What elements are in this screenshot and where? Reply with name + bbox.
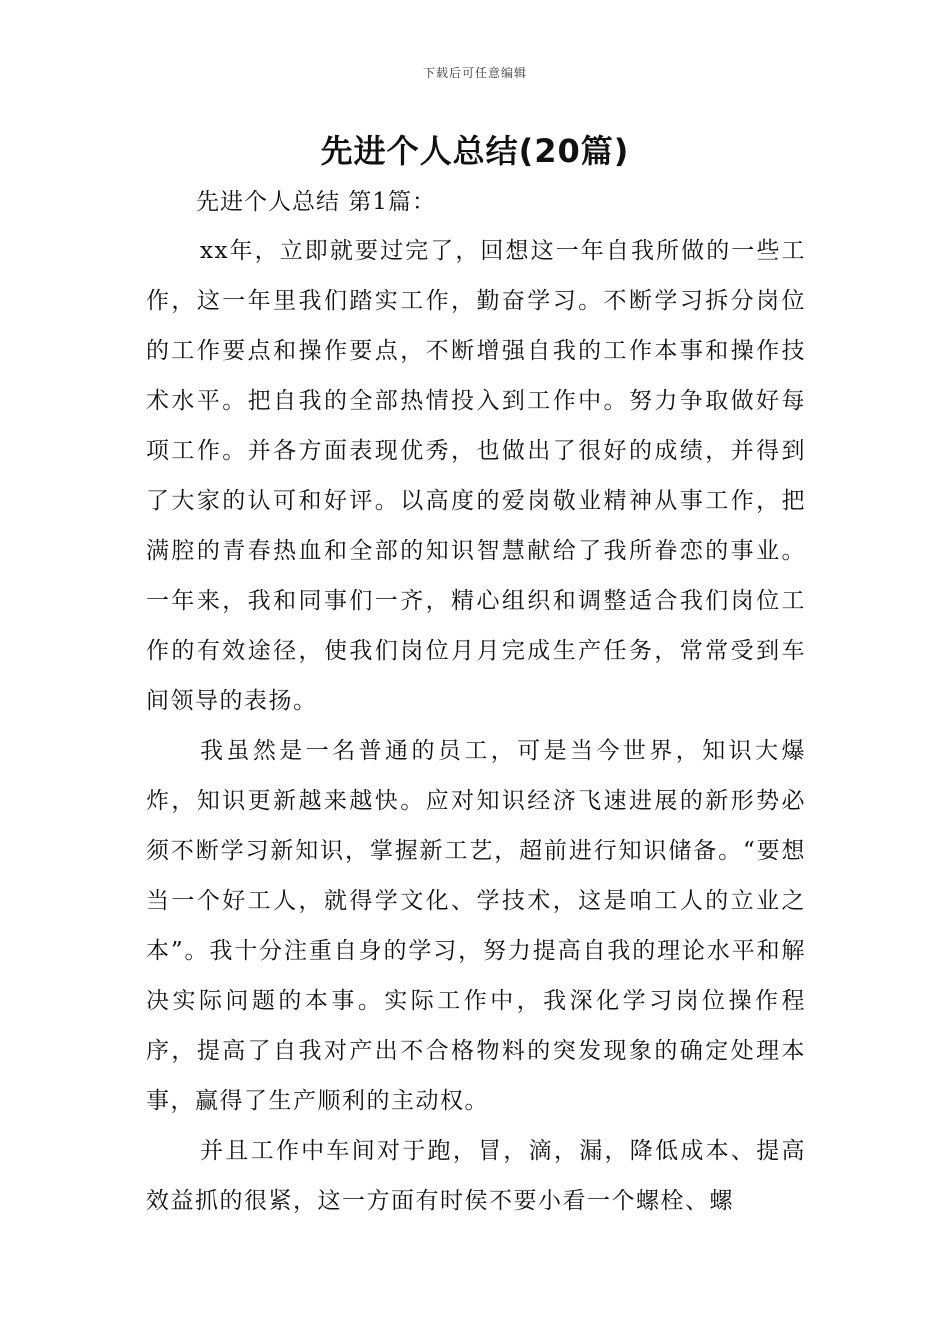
- paragraph: xx年，立即就要过完了，回想这一年自我所做的一些工作，这一年里我们踏实工作，勤奋学习。不断学习拆分岗位的工作要点和操作要点，不断增强自我的工作本事和操作技术水平。把自我的全部热情投入到工作中。努力争取做好每项工作。并各方面表现优秀，也做出了很好的成绩，并得到了大家的认可和好评。以高度的爱岗敬业精神从事工作，把满腔的青春热血和全部的知识智慧献给了我所眷恋的事业。一年来，我和同事们一齐，精心组织和调整适合我们岗位工作的有效途径，使我们岗位月月完成生产任务，常常受到车间领导的表扬。: [146, 238, 806, 714]
- document-title: 先进个人总结(20篇): [320, 132, 630, 170]
- section-heading: 先进个人总结 第1篇：: [196, 189, 436, 215]
- paragraph: 我虽然是一名普通的员工，可是当今世界，知识大爆炸，知识更新越来越快。应对知识经济飞速进展的新形势必须不断学习新知识，掌握新工艺，超前进行知识储备。“要想当一个好工人，就得学文化、学技术，这是咱工人的立业之本”。我十分注重自身的学习，努力提高自我的理论水平和解决实际问题的本事。实际工作中，我深化学习岗位操作程序，提高了自我对产出不合格物料的突发现象的确定处理本事，赢得了生产顺利的主动权。: [146, 738, 806, 1114]
- paragraph: 并且工作中车间对于跑，冒，滴，漏，降低成本、提高效益抓的很紧，这一方面有时侯不要小看一个螺栓、螺: [146, 1138, 806, 1214]
- body-text: [146, 226, 806, 1226]
- header-note: 下载后可任意编辑: [422, 66, 527, 80]
